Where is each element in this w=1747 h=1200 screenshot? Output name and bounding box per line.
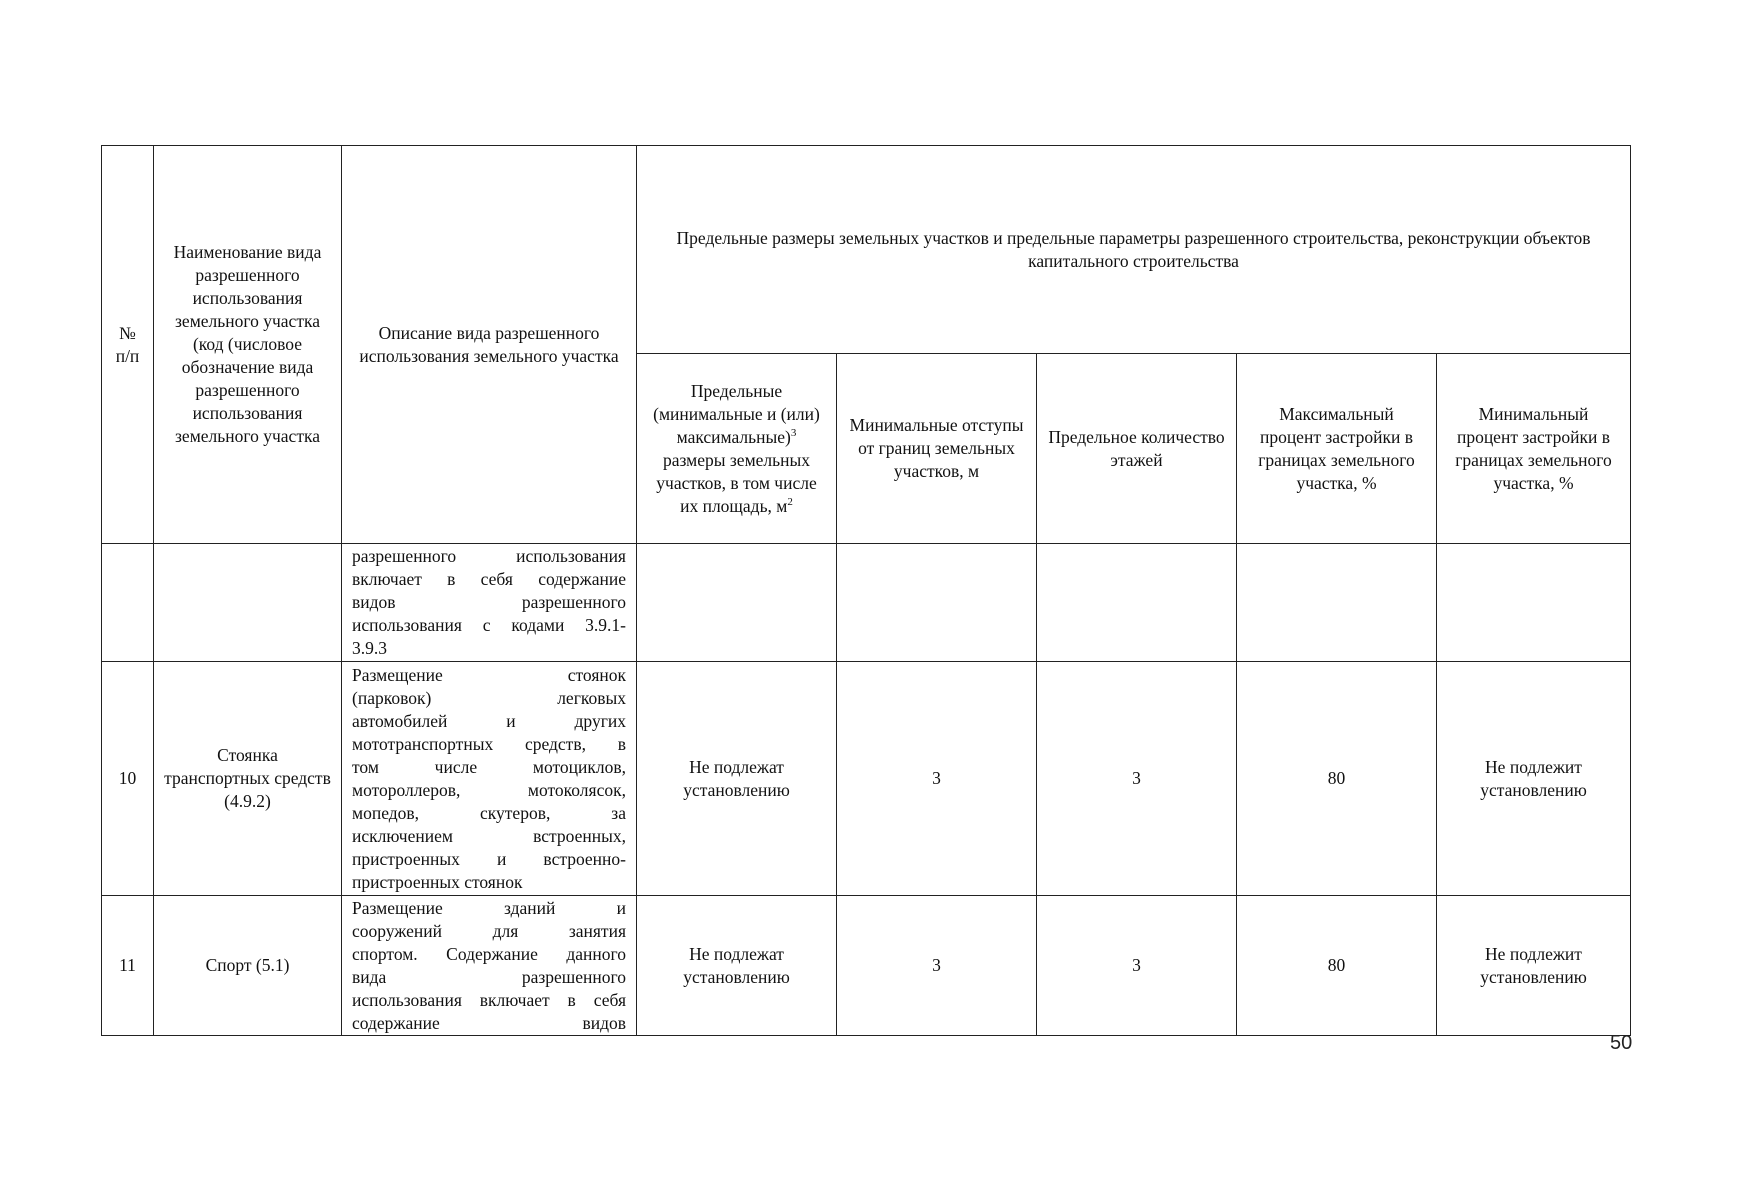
header-size-post: размеры земельных участков, в том числе их площадь, м xyxy=(656,449,817,516)
header-size-pre: Предельные (минимальные и (или) максимальные) xyxy=(653,380,820,447)
header-description: Описание вида разрешенного использования земельного участка xyxy=(342,146,637,544)
header-floors: Предельное количество этажей xyxy=(1037,354,1237,544)
header-num: № п/п xyxy=(102,146,154,544)
table-row xyxy=(102,544,1631,662)
table-row xyxy=(102,662,1631,896)
header-row-1 xyxy=(102,146,1631,354)
row-min-pct: Не подлежит установлению xyxy=(1437,896,1631,1036)
row-num: 10 xyxy=(102,662,154,896)
row-max-pct: 80 xyxy=(1237,662,1437,896)
row-floors xyxy=(1037,544,1237,662)
desc-line: мопедов, скутеров, за xyxy=(352,802,626,823)
desc-line: включает в себя содержание xyxy=(352,569,626,589)
desc-line: том числе мотоциклов, xyxy=(352,756,626,777)
desc-line: пристроенных стоянок xyxy=(352,871,523,892)
row-floors: 3 xyxy=(1037,662,1237,896)
row-num: 11 xyxy=(102,896,154,1036)
row-setbacks: 3 xyxy=(837,662,1037,896)
desc-line: сооружений для занятия xyxy=(352,920,626,941)
row-description xyxy=(342,544,637,662)
desc-line: автомобилей и других xyxy=(352,710,626,731)
desc-line: Размещение зданий и xyxy=(352,897,626,918)
row-description xyxy=(342,662,637,896)
row-max-pct xyxy=(1237,544,1437,662)
desc-line: Размещение стоянок xyxy=(352,664,626,685)
header-limits-group: Предельные размеры земельных участков и предельные параметры разрешенного строительства, реконструкции объектов капитального строительства xyxy=(637,146,1631,354)
desc-line: мотороллеров, мотоколясок, xyxy=(352,779,626,800)
land-use-parameters-table xyxy=(101,145,1631,1036)
row-name: Стоянка транспортных средств (4.9.2) xyxy=(154,662,342,896)
desc-line: содержание видов xyxy=(352,1012,626,1033)
row-name xyxy=(154,544,342,662)
row-num xyxy=(102,544,154,662)
row-min-pct: Не подлежит установлению xyxy=(1437,662,1631,896)
desc-line: вида разрешенного xyxy=(352,966,626,987)
desc-line: видов разрешенного xyxy=(352,592,626,612)
header-setbacks: Минимальные отступы от границ земельных участков, м xyxy=(837,354,1037,544)
header-max-pct: Максимальный процент застройки в границах земельного участка, % xyxy=(1237,354,1437,544)
header-min-pct: Минимальный процент застройки в границах земельного участка, % xyxy=(1437,354,1631,544)
row-floors: 3 xyxy=(1037,896,1237,1036)
row-setbacks xyxy=(837,544,1037,662)
page-number: 50 xyxy=(1610,1032,1633,1054)
header-size-footnote: 3 xyxy=(790,426,797,439)
desc-line: разрешенного использования xyxy=(352,546,626,566)
header-size xyxy=(637,354,837,544)
desc-line: исключением встроенных, xyxy=(352,825,626,846)
row-size: Не подлежат установлению xyxy=(637,896,837,1036)
row-size xyxy=(637,544,837,662)
table-row xyxy=(102,896,1631,1036)
desc-line: мототранспортных средств, в xyxy=(352,733,626,754)
row-min-pct xyxy=(1437,544,1631,662)
desc-line: использования включает в себя xyxy=(352,989,626,1010)
row-description xyxy=(342,896,637,1036)
desc-line: (парковок) легковых xyxy=(352,687,626,708)
header-size-unit-sup: 2 xyxy=(787,495,793,508)
row-size: Не подлежат установлению xyxy=(637,662,837,896)
desc-line: 3.9.3 xyxy=(352,638,387,658)
row-name: Спорт (5.1) xyxy=(154,896,342,1036)
header-name: Наименование вида разрешенного использования земельного участка (код (числовое обозначение вида разрешенного использования земельного участка xyxy=(154,146,342,544)
desc-line: использования с кодами 3.9.1- xyxy=(352,615,626,635)
desc-line: спортом. Содержание данного xyxy=(352,943,626,964)
row-setbacks: 3 xyxy=(837,896,1037,1036)
row-max-pct: 80 xyxy=(1237,896,1437,1036)
desc-line: пристроенных и встроенно- xyxy=(352,848,626,869)
